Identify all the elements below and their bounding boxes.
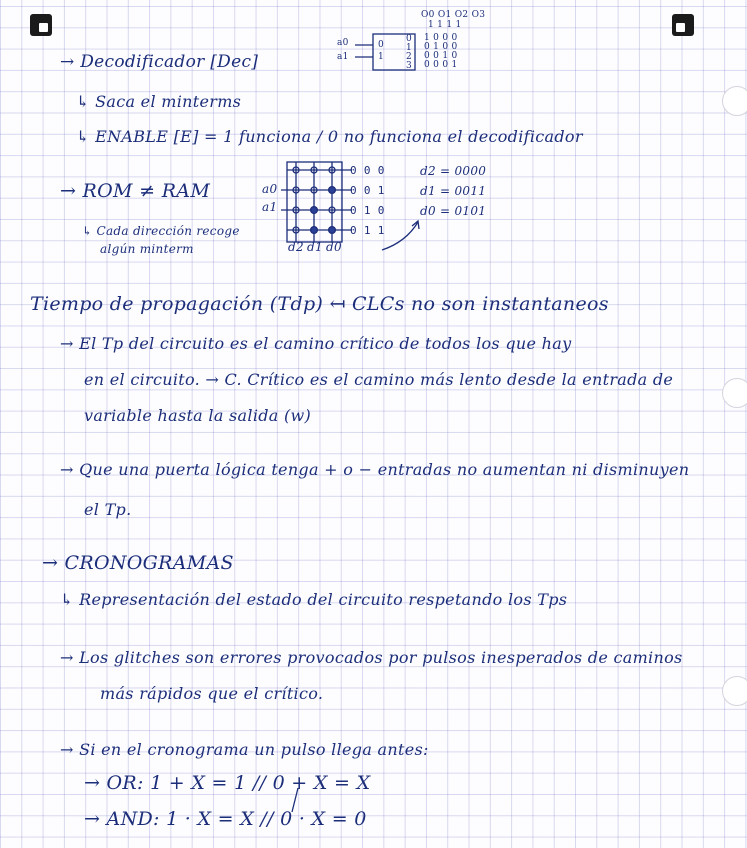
decoder-pin-in-1: 1 bbox=[378, 52, 385, 62]
decoder-block bbox=[373, 34, 415, 70]
decoder-pin-out-2: 2 bbox=[406, 52, 413, 62]
decoder-input-a0: a0 bbox=[337, 38, 349, 48]
rom-note-1: ↳ Cada dirección recoge bbox=[82, 224, 240, 238]
rom-cell-marker-filled bbox=[311, 227, 318, 234]
tdp-heading: Tiempo de propagación (Tdp) ↤ CLCs no son instantaneos bbox=[30, 293, 609, 315]
rom-row-input-a1: a1 bbox=[262, 200, 278, 214]
crono-subheading: ↳ Representación del estado del circuito respetando los Tps bbox=[60, 590, 568, 609]
or-rule: → OR: 1 + X = 1 // 0 + X = X bbox=[84, 772, 371, 794]
rom-col-label-d2: d2 bbox=[288, 240, 304, 254]
rom-row-value: 0 0 1 bbox=[350, 184, 385, 197]
decoder-pin-out-1: 1 bbox=[406, 43, 413, 53]
decoder-pin-out-0: 0 bbox=[406, 34, 413, 44]
rom-note-2: algún minterm bbox=[100, 242, 194, 256]
crono-heading: → CRONOGRAMAS bbox=[42, 552, 234, 574]
tp-line-2: en el circuito. → C. Crítico es el camino más lento desde la entrada de bbox=[84, 370, 674, 389]
decoder-truth-row: 0 0 0 1 bbox=[424, 60, 458, 70]
rom-cell-marker-filled bbox=[329, 227, 336, 234]
glitch-line-1: → Los glitches son errores provocados por pulsos inesperados de caminos bbox=[60, 648, 683, 667]
rom-row-value: 0 0 0 bbox=[350, 164, 385, 177]
decoder-minterms-note: ↳ Saca el minterms bbox=[76, 92, 242, 111]
decoder-enable-note: ↳ ENABLE [E] = 1 funciona / 0 no funciona el decodificador bbox=[76, 127, 583, 146]
decoder-heading: → Decodificador [Dec] bbox=[60, 52, 259, 72]
gate-line-2: el Tp. bbox=[84, 500, 132, 519]
rom-row-input-a0: a0 bbox=[262, 182, 278, 196]
rom-col-label-d0: d0 bbox=[326, 240, 342, 254]
tp-line-1: → El Tp del circuito es el camino crítico de todos los que hay bbox=[60, 334, 572, 353]
rom-cell-marker-filled bbox=[329, 187, 336, 194]
tp-line-3: variable hasta la salida (w) bbox=[84, 406, 312, 425]
decoder-input-a1: a1 bbox=[337, 52, 349, 62]
rom-heading: → ROM ≠ RAM bbox=[60, 180, 211, 202]
decoder-truth-row: 1 0 0 0 bbox=[424, 33, 458, 43]
decoder-col-nums: 1 1 1 1 bbox=[428, 20, 462, 30]
pulse-line: → Si en el cronograma un pulso llega antes: bbox=[60, 740, 429, 759]
rom-row-value: 0 1 1 bbox=[350, 224, 385, 237]
gate-line-1: → Que una puerta lógica tenga + o − entradas no aumentan ni disminuyen bbox=[60, 460, 690, 479]
rom-row-value: 0 1 0 bbox=[350, 204, 385, 217]
decoder-pin-in-0: 0 bbox=[378, 40, 385, 50]
glitch-line-2: más rápidos que el crítico. bbox=[100, 684, 324, 703]
decoder-col-labels: O0 O1 O2 O3 bbox=[421, 10, 486, 20]
rom-d0-value: d0 = 0101 bbox=[420, 204, 487, 218]
decoder-pin-out-3: 3 bbox=[406, 61, 413, 71]
rom-cell-marker-filled bbox=[311, 207, 318, 214]
decoder-truth-row: 0 0 1 0 bbox=[424, 51, 458, 61]
rom-col-label-d1: d1 bbox=[307, 240, 323, 254]
decoder-truth-row: 0 1 0 0 bbox=[424, 42, 458, 52]
slash-divider bbox=[292, 788, 298, 812]
rom-d1-value: d1 = 0011 bbox=[420, 184, 487, 198]
and-rule: → AND: 1 · X = X // 0 · X = 0 bbox=[84, 808, 367, 830]
rom-d2-value: d2 = 0000 bbox=[420, 164, 487, 178]
